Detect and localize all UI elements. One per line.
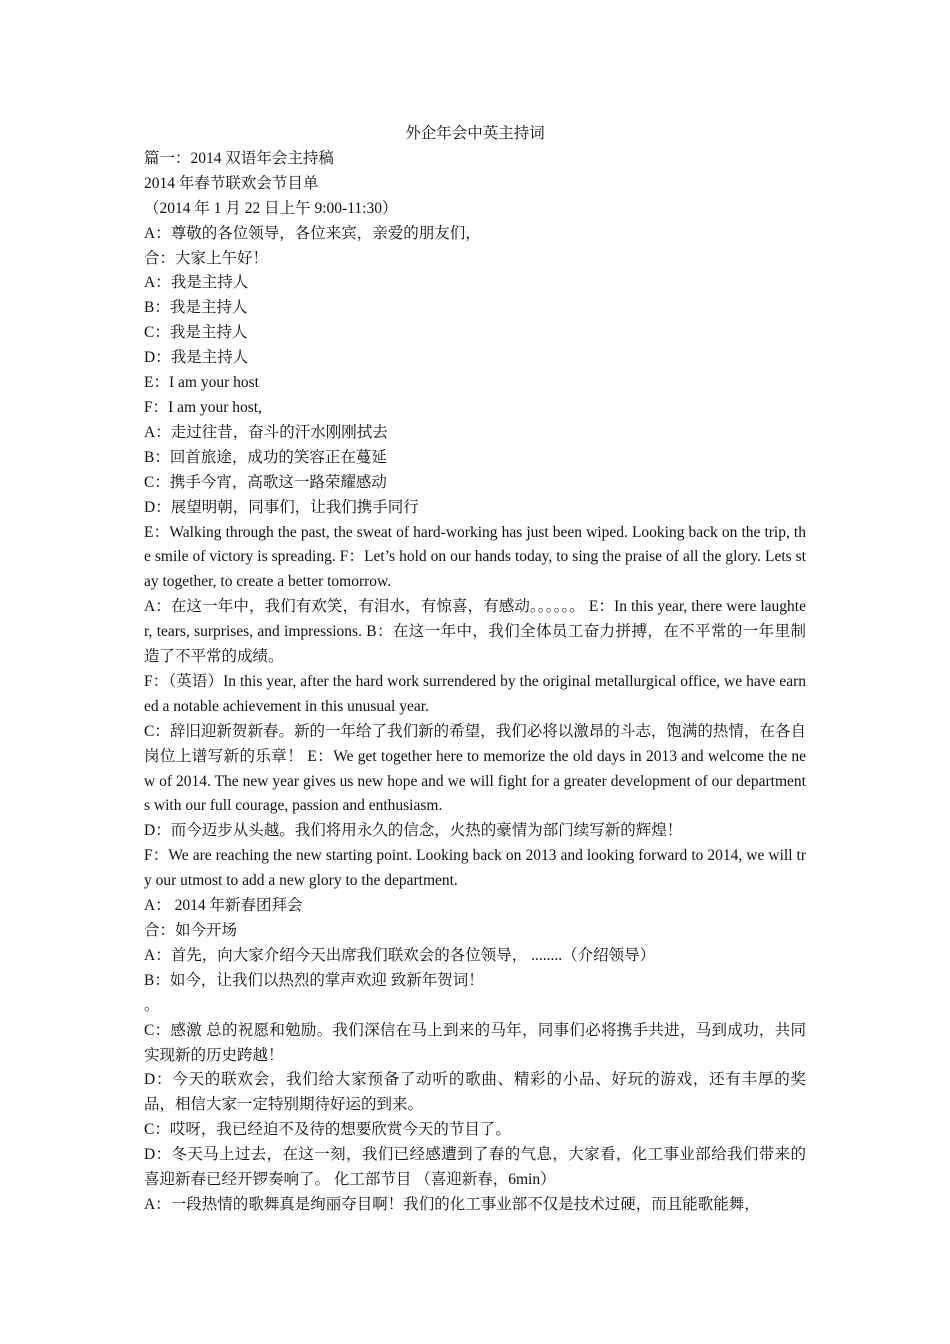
text-line: 篇一：2014 双语年会主持稿 [144, 149, 334, 167]
text-line: A：我是主持人 [144, 274, 249, 292]
text-line: 合：大家上午好！ [144, 249, 269, 267]
text-paragraph: A：在这一年中，我们有欢笑，有泪水，有惊喜，有感动。。。。。。 E：In this year, there were laughter, tears, surprises, and impressions. B：在这一年中，我们全体员工奋力拼搏，在不平常的一年里制造了不平常的成绩。 [144, 598, 806, 666]
text-line: C：携手今宵，高歌这一路荣耀感动 [144, 473, 387, 491]
text-line: 2014 年春节联欢会节目单 [144, 174, 319, 192]
text-line: F：I am your host, [144, 398, 262, 416]
text-line: B：我是主持人 [144, 299, 248, 317]
text-paragraph: F：（英语）In this year, after the hard work surrendered by the original metallurgical office, we have earned a notable achievement in this unusual year. [144, 672, 806, 715]
text-paragraph: C：感激 总的祝愿和勉励。我们深信在马上到来的马年，同事们必将携手共进，马到成功，共同实现新的历史跨越！ [144, 1021, 806, 1064]
text-line: A： 2014 年新春团拜会 [144, 897, 303, 915]
text-line: （2014 年 1 月 22 日上午 9:00-11:30） [144, 199, 398, 217]
text-line: A：首先，向大家介绍今天出席我们联欢会的各位领导， ........（介绍领导） [144, 946, 656, 964]
text-paragraph: F：We are reaching the new starting point. Looking back on 2013 and looking forward to 2014, we will try our utmost to add a new glory to the department. [144, 847, 806, 890]
text-paragraph: D：而今迈步从头越。我们将用永久的信念，火热的豪情为部门续写新的辉煌！ [144, 822, 683, 840]
text-line: 。 [144, 996, 160, 1014]
text-paragraph: D：冬天马上过去，在这一刻，我们已经感遭到了春的气息，大家看，化工事业部给我们带来的喜迎新春已经开锣奏响了。 化工部节目 （喜迎新春，6min） [144, 1146, 806, 1189]
text-paragraph: E：Walking through the past, the sweat of hard-working has just been wiped. Looking back on the trip, the smile of victory is spreading. F：Let’s hold on our hands today, to sing the praise of all the glory. Lets stay together, to create a better tomorrow. [144, 523, 806, 591]
text-line: D：我是主持人 [144, 349, 249, 367]
text-line: A：尊敬的各位领导，各位来宾，亲爱的朋友们， [144, 224, 481, 242]
text-line: A：走过往昔，奋斗的汗水刚刚拭去 [144, 423, 388, 441]
text-paragraph: C：辞旧迎新贺新春。新的一年给了我们新的希望，我们必将以激昂的斗志，饱满的热情，在各自岗位上谱写新的乐章！ E：We get together here to memorize the old days in 2013 and welcome the new of 2014. The new year gives us new hope and we will fight for a greater development of our departments with our full courage, passion and enthusiasm. [144, 722, 806, 815]
text-paragraph: D：今天的联欢会，我们给大家预备了动听的歌曲、精彩的小品、好玩的游戏，还有丰厚的奖品，相信大家一定特别期待好运的到来。 [144, 1071, 806, 1114]
text-line: B：如今，让我们以热烈的掌声欢迎 致新年贺词！ [144, 971, 484, 989]
document-body [144, 122, 806, 1218]
text-line: C：我是主持人 [144, 324, 248, 342]
text-line: E：I am your host [144, 374, 259, 392]
text-paragraph: A：一段热情的歌舞真是绚丽夺目啊！我们的化工事业部不仅是技术过硬，而且能歌能舞， [144, 1195, 760, 1213]
document-lines [144, 147, 806, 1218]
text-line: C：哎呀，我已经迫不及待的想要欣赏今天的节目了。 [144, 1121, 511, 1139]
text-line: 合：如今开场 [144, 922, 238, 939]
document-title: 外企年会中英主持词 [405, 125, 545, 142]
text-line: D：展望明朝，同事们，让我们携手同行 [144, 498, 419, 516]
text-line: B：回首旅途，成功的笑容正在蔓延 [144, 448, 387, 466]
